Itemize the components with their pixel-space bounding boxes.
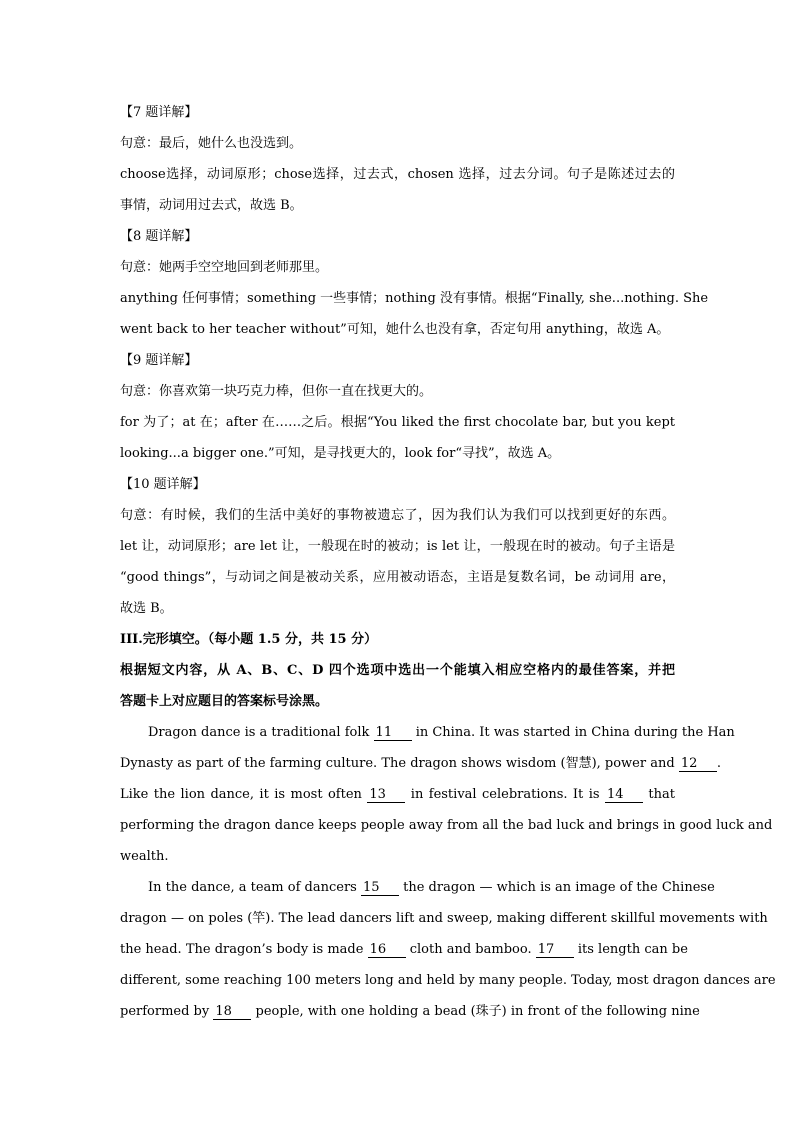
- section-title: III.完形填空。（每小题 1.5 分，共 15 分）: [120, 632, 378, 647]
- q10-explanation-line-2: “good things”，与动词之间是被动关系，应用被动语态，主语是复数名词，be 动词用 are，: [120, 570, 675, 585]
- q8-meaning: 句意：她两手空空地回到老师那里。: [120, 260, 329, 275]
- passage-text: in festival celebrations. It is: [410, 787, 600, 802]
- blank-18: 18: [213, 1005, 251, 1020]
- passage-text: cloth and bamboo.: [409, 942, 532, 957]
- passage-text: the head. The dragon’s body is made: [120, 942, 364, 957]
- q8-header: 【8 题详解】: [120, 229, 198, 244]
- q9-header: 【9 题详解】: [120, 353, 198, 368]
- passage-line: wealth.: [120, 849, 169, 864]
- blank-17: 17: [536, 943, 574, 958]
- passage-text: its length can be: [577, 942, 688, 957]
- q10-explanation-line-1: let 让，动词原形；are let 让，一般现在时的被动；is let 让，一般现在时的被动。句子主语是: [120, 539, 675, 554]
- passage-text: in China. It was started in China during the Han: [415, 725, 735, 740]
- passage-text: .: [716, 756, 721, 771]
- passage-line: [120, 724, 735, 742]
- q8-explanation-line-1: anything 任何事情；something 一些事情；nothing 没有事情。根据“Finally, she...nothing. She: [120, 291, 709, 306]
- passage-text: Like the lion dance, it is most often: [120, 787, 362, 802]
- q9-explanation-line-2: looking...a bigger one.”可知，是寻找更大的，look for“寻找”，故选 A。: [120, 446, 561, 461]
- passage-text: In the dance, a team of dancers: [148, 880, 357, 895]
- passage-text: that: [648, 787, 675, 802]
- passage-line: dragon — on poles (竿). The lead dancers lift and sweep, making different skillful movements with: [120, 911, 768, 926]
- blank-13: 13: [367, 788, 405, 803]
- passage-text: Dragon dance is a traditional folk: [148, 725, 370, 740]
- passage-text: people, with one holding a bead (珠子) in front of the following nine: [255, 1004, 700, 1019]
- passage-text: performed by: [120, 1004, 210, 1019]
- passage-text: Dynasty as part of the farming culture. The dragon shows wisdom (智慧), power and: [120, 756, 675, 771]
- blank-11: 11: [374, 726, 412, 741]
- blank-14: 14: [605, 788, 643, 803]
- q9-meaning: 句意：你喜欢第一块巧克力棒，但你一直在找更大的。: [120, 384, 433, 399]
- passage-line: [120, 755, 721, 773]
- blank-16: 16: [368, 943, 406, 958]
- passage-line: [120, 879, 715, 897]
- passage-text: the dragon — which is an image of the Chinese: [403, 880, 715, 895]
- q10-header: 【10 题详解】: [120, 477, 206, 492]
- passage-line: performing the dragon dance keeps people away from all the bad luck and brings in good luck and: [120, 818, 773, 833]
- blank-15: 15: [361, 881, 399, 896]
- q7-meaning: 句意：最后，她什么也没选到。: [120, 136, 303, 151]
- q7-explanation-line-2: 事情，动词用过去式，故选 B。: [120, 198, 303, 213]
- blank-12: 12: [679, 757, 717, 772]
- passage-line: [120, 1003, 700, 1021]
- section-instruction-line-1: 根据短文内容，从 A、B、C、D 四个选项中选出一个能填入相应空格内的最佳答案，并把: [120, 663, 675, 678]
- section-instruction-line-2: 答题卡上对应题目的答案标号涂黑。: [120, 694, 329, 709]
- passage-line: [120, 786, 675, 804]
- q10-meaning: 句意：有时候，我们的生活中美好的事物被遗忘了，因为我们认为我们可以找到更好的东西。: [120, 508, 675, 523]
- q9-explanation-line-1: for 为了；at 在；after 在……之后。根据“You liked the first chocolate bar, but you kept: [120, 415, 675, 430]
- q7-explanation-line-1: choose选择，动词原形；chose选择，过去式，chosen 选择，过去分词。句子是陈述过去的: [120, 167, 675, 182]
- passage-line: different, some reaching 100 meters long and held by many people. Today, most dragon dances are: [120, 973, 776, 988]
- q8-explanation-line-2: went back to her teacher without”可知，她什么也没有拿，否定句用 anything，故选 A。: [120, 322, 670, 337]
- q7-header: 【7 题详解】: [120, 105, 198, 120]
- passage-line: [120, 941, 688, 959]
- q10-explanation-line-3: 故选 B。: [120, 601, 173, 616]
